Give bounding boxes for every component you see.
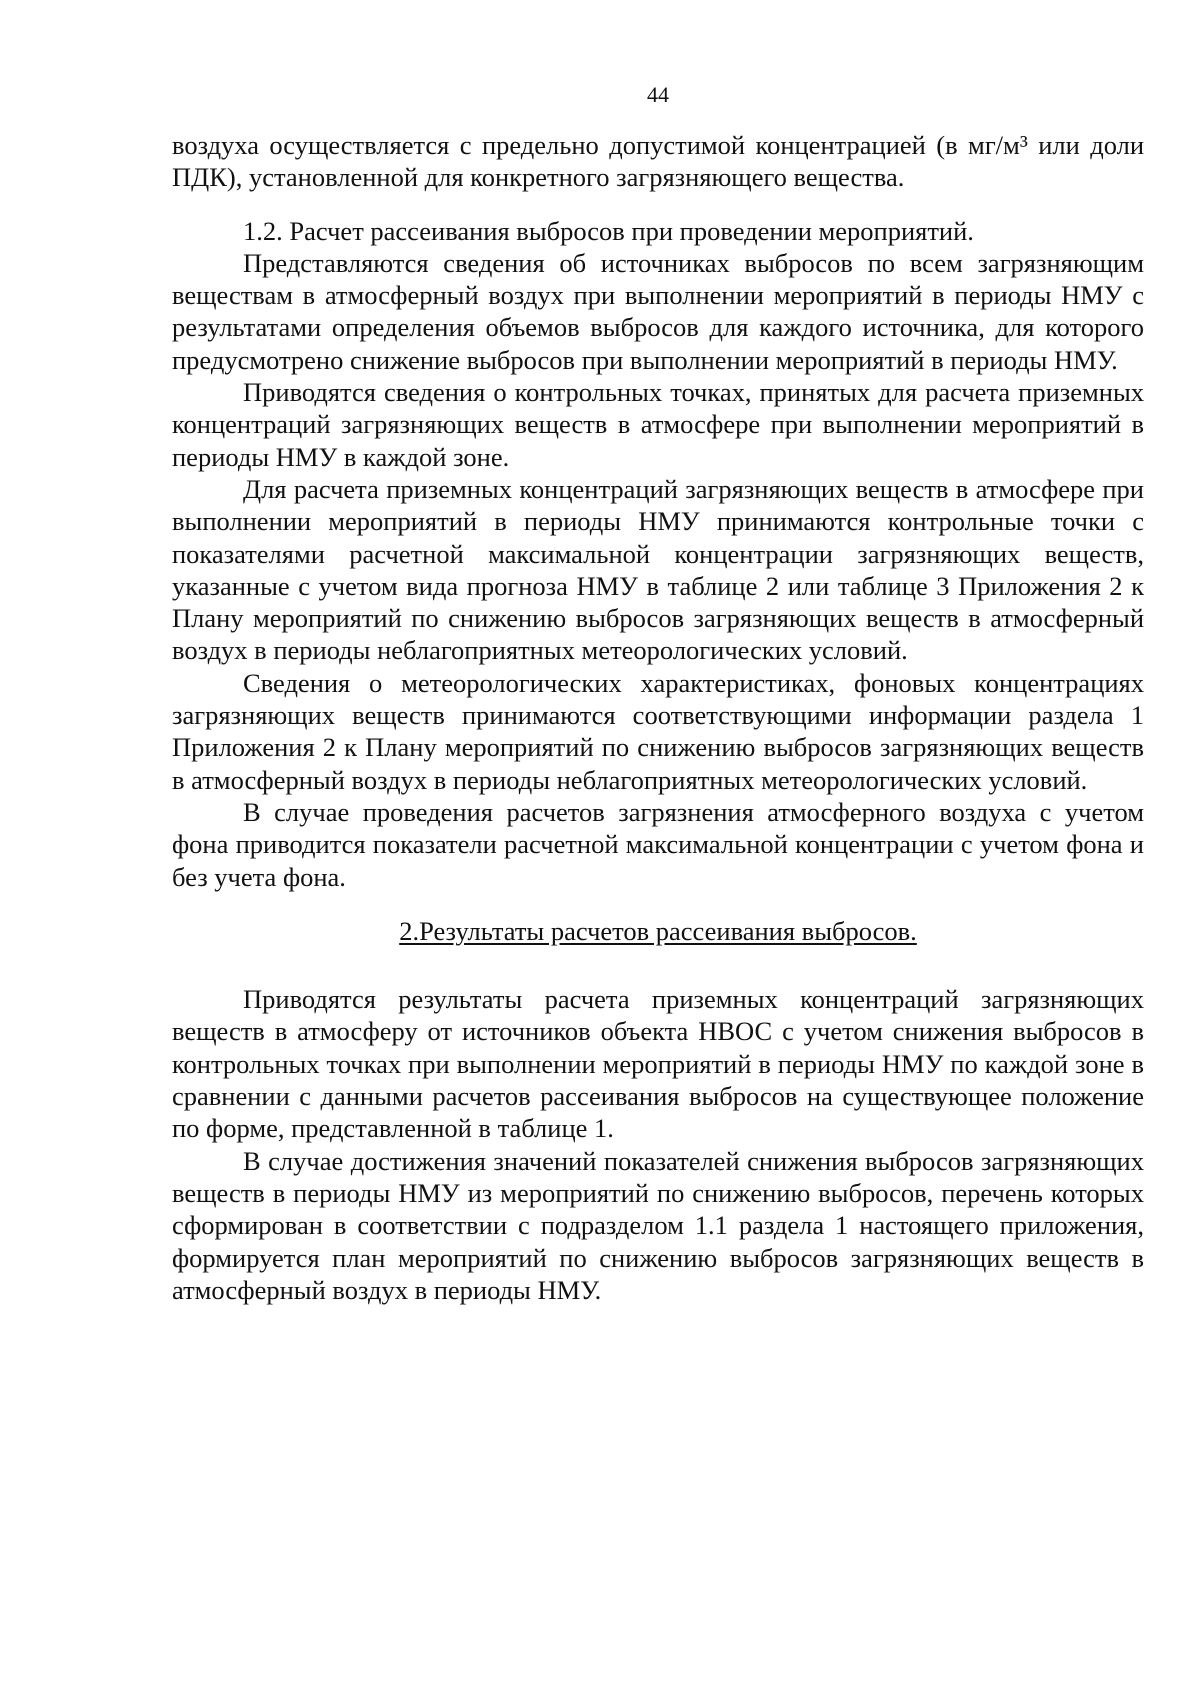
paragraph-plan: В случае достижения значений показателей снижения выбросов загрязняющих веществ в периоды НМУ из мероприятий по снижению выбросов, перечень которых сформирован в соответствии с подразделом 1.1 раздела 1 настоящего приложения, формируется план мероприятий по снижению выбросов загрязняющих веществ в атмосферный воздух в периоды НМУ. xyxy=(172,1145,1144,1305)
section-heading-text: 2.Результаты расчетов рассеивания выбросов. xyxy=(399,915,917,946)
paragraph-control-points: Приводятся сведения о контрольных точках, принятых для расчета приземных концентраций загрязняющих веществ в атмосфере при выполнении мероприятий в периоды НМУ в каждой зоне. xyxy=(172,377,1144,472)
subsection-heading: 1.2. Расчет рассеивания выбросов при проведении мероприятий. xyxy=(243,215,974,246)
paragraph-meteorological: Сведения о метеорологических характеристиках, фоновых концентрациях загрязняющих веществ принимаются соответствующими информации раздела 1 Приложения 2 к Плану мероприятий по снижению выбросов загрязняющих веществ в атмосферный воздух в периоды неблагоприятных метеорологических условий. xyxy=(172,667,1144,795)
paragraph-results: Приводятся результаты расчета приземных концентраций загрязняющих веществ в атмосферу от источников объекта НВОС с учетом снижения выбросов в контрольных точках при выполнении мероприятий в периоды НМУ по каждой зоне в сравнении с данными расчетов рассеивания выбросов на существующее положение по форме, представленной в таблице 1. xyxy=(172,984,1144,1144)
section-heading xyxy=(172,915,1144,947)
paragraph-background: В случае проведения расчетов загрязнения атмосферного воздуха с учетом фона приводится показатели расчетной максимальной концентрации с учетом фона и без учета фона. xyxy=(172,796,1144,892)
paragraph-sources: Представляются сведения об источниках выбросов по всем загрязняющим веществам в атмосферный воздух при выполнении мероприятий в периоды НМУ с результатами определения объемов выбросов для каждого источника, для которого предусмотрено снижение выбросов при выполнении мероприятий в периоды НМУ. xyxy=(172,247,1144,375)
paragraph-calculation-points: Для расчета приземных концентраций загрязняющих веществ в атмосфере при выполнении мероприятий в периоды НМУ принимаются контрольные точки с показателями расчетной максимальной концентрации загрязняющих веществ, указанные с учетом вида прогноза НМУ в таблице 2 или таблице 3 Приложения 2 к Плану мероприятий по снижению выбросов загрязняющих веществ в атмосферный воздух в периоды неблагоприятных метеорологических условий. xyxy=(172,473,1144,666)
document-body xyxy=(172,129,1144,1306)
page-number: 44 xyxy=(647,82,669,107)
intro-paragraph: воздуха осуществляется с предельно допустимой концентрацией (в мг/м³ или доли ПДК), установленной для конкретного загрязняющего вещества. xyxy=(172,130,1144,193)
